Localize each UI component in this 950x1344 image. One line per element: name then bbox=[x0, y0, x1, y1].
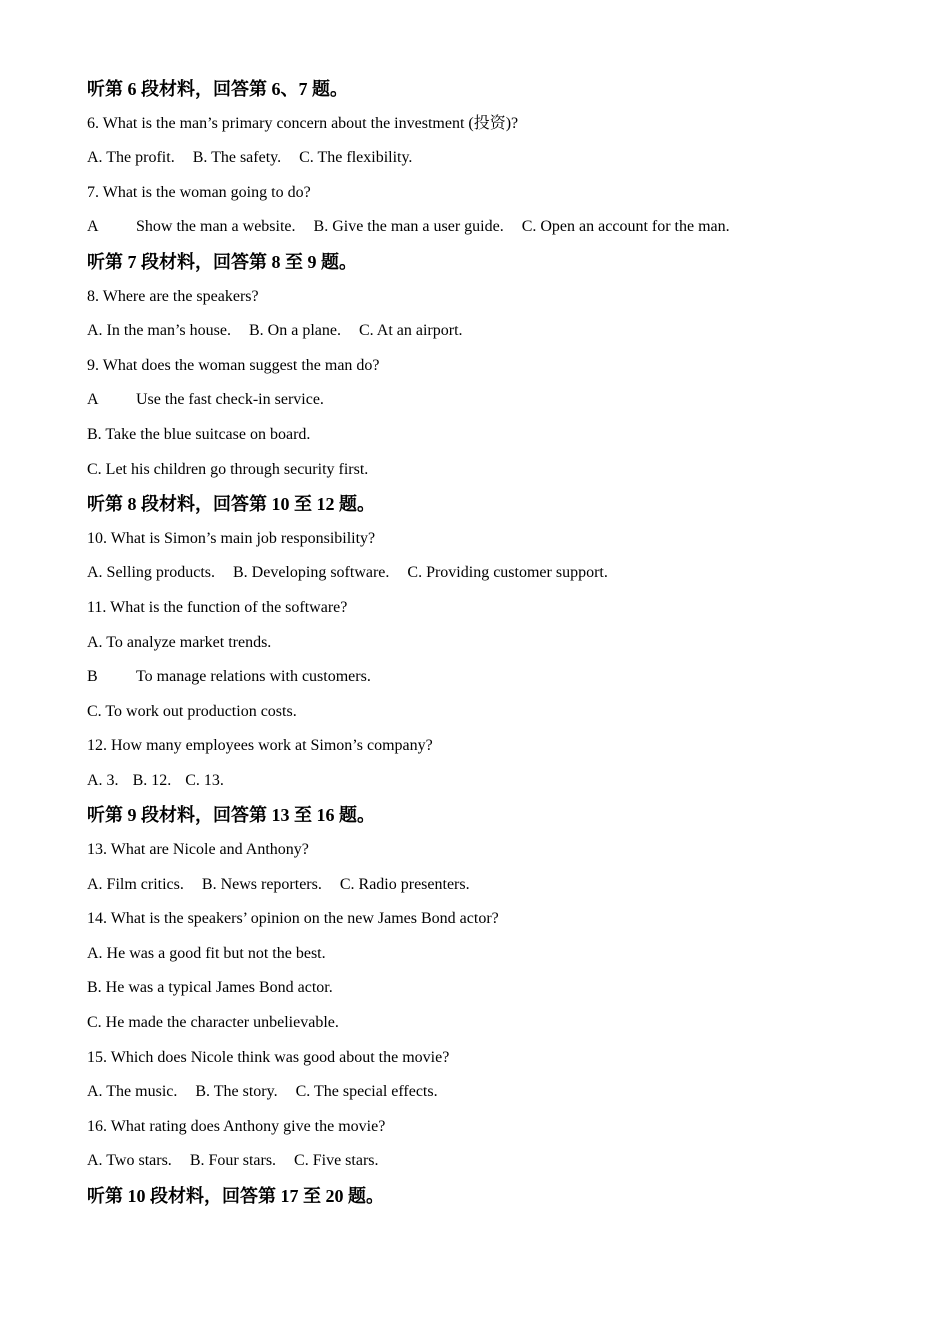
options-16 bbox=[87, 1144, 887, 1179]
question-16: 16. What rating does Anthony give the movie? bbox=[87, 1117, 386, 1135]
option-b-row bbox=[87, 660, 887, 695]
option-c: C. Open an account for the man. bbox=[521, 218, 730, 236]
options-13 bbox=[87, 868, 887, 903]
options-12 bbox=[87, 764, 887, 799]
option-a: A. Film critics. bbox=[87, 875, 184, 893]
question-7: 7. What is the woman going to do? bbox=[87, 183, 311, 201]
option-c: C. Providing customer support. bbox=[407, 564, 608, 582]
section-heading: 听第 6 段材料，回答第 6、7 题。 bbox=[87, 79, 348, 99]
option-a: A. Selling products. bbox=[87, 564, 215, 582]
question-10: 10. What is Simon’s main job responsibility? bbox=[87, 529, 376, 547]
option-c: C. 13. bbox=[185, 771, 224, 789]
option-c: C. The flexibility. bbox=[299, 149, 413, 167]
option-b: B. Developing software. bbox=[233, 564, 390, 582]
option-b: B. Take the blue suitcase on board. bbox=[87, 425, 311, 443]
option-b: B. He was a typical James Bond actor. bbox=[87, 979, 333, 997]
option-c: C. Five stars. bbox=[294, 1152, 379, 1170]
option-a-row bbox=[87, 383, 887, 418]
options-10 bbox=[87, 556, 887, 591]
question-15: 15. Which does Nicole think was good about the movie? bbox=[87, 1048, 450, 1066]
option-a: A. The music. bbox=[87, 1083, 178, 1101]
options-6 bbox=[87, 141, 887, 176]
option-a: A. To analyze market trends. bbox=[87, 633, 272, 651]
options-15 bbox=[87, 1075, 887, 1110]
option-c: C. Let his children go through security first. bbox=[87, 460, 369, 478]
option-a: A. Two stars. bbox=[87, 1152, 172, 1170]
option-b: B. 12. bbox=[132, 771, 172, 789]
option-b: To manage relations with customers. bbox=[136, 668, 371, 686]
option-a: A. He was a good fit but not the best. bbox=[87, 944, 326, 962]
option-a: A. 3. bbox=[87, 771, 119, 789]
option-a: Use the fast check-in service. bbox=[136, 391, 324, 409]
option-b-letter: B bbox=[87, 668, 98, 686]
option-c: C. The special effects. bbox=[295, 1083, 438, 1101]
option-b: B. The story. bbox=[195, 1083, 278, 1101]
question-14: 14. What is the speakers’ opinion on the new James Bond actor? bbox=[87, 910, 499, 928]
option-c: C. At an airport. bbox=[358, 322, 463, 340]
option-a: Show the man a website. bbox=[136, 218, 296, 236]
option-b: B. Four stars. bbox=[189, 1152, 277, 1170]
option-c: C. Radio presenters. bbox=[339, 875, 470, 893]
option-c: C. He made the character unbelievable. bbox=[87, 1014, 339, 1032]
question-11: 11. What is the function of the software? bbox=[87, 598, 348, 616]
question-8: 8. Where are the speakers? bbox=[87, 287, 259, 305]
question-6: 6. What is the man’s primary concern about the investment (投资)? bbox=[87, 114, 519, 132]
section-heading: 听第 9 段材料，回答第 13 至 16 题。 bbox=[87, 805, 375, 826]
section-heading: 听第 10 段材料，回答第 17 至 20 题。 bbox=[87, 1186, 384, 1206]
section-heading: 听第 7 段材料，回答第 8 至 9 题。 bbox=[87, 251, 357, 272]
question-13: 13. What are Nicole and Anthony? bbox=[87, 841, 309, 859]
option-b: B. Give the man a user guide. bbox=[313, 218, 504, 236]
options-7 bbox=[87, 210, 887, 245]
section-heading: 听第 8 段材料，回答第 10 至 12 题。 bbox=[87, 494, 375, 515]
option-b: B. The safety. bbox=[192, 149, 282, 167]
option-b: B. News reporters. bbox=[201, 875, 322, 893]
document-page bbox=[87, 72, 887, 1214]
options-8 bbox=[87, 314, 887, 349]
option-c: C. To work out production costs. bbox=[87, 702, 297, 720]
option-a-letter: A bbox=[87, 391, 99, 409]
question-12: 12. How many employees work at Simon’s company? bbox=[87, 737, 433, 755]
option-a: A. The profit. bbox=[87, 149, 175, 167]
option-a: A. In the man’s house. bbox=[87, 322, 231, 340]
option-a-letter: A bbox=[87, 218, 99, 236]
option-b: B. On a plane. bbox=[248, 322, 341, 340]
question-9: 9. What does the woman suggest the man do? bbox=[87, 356, 380, 374]
